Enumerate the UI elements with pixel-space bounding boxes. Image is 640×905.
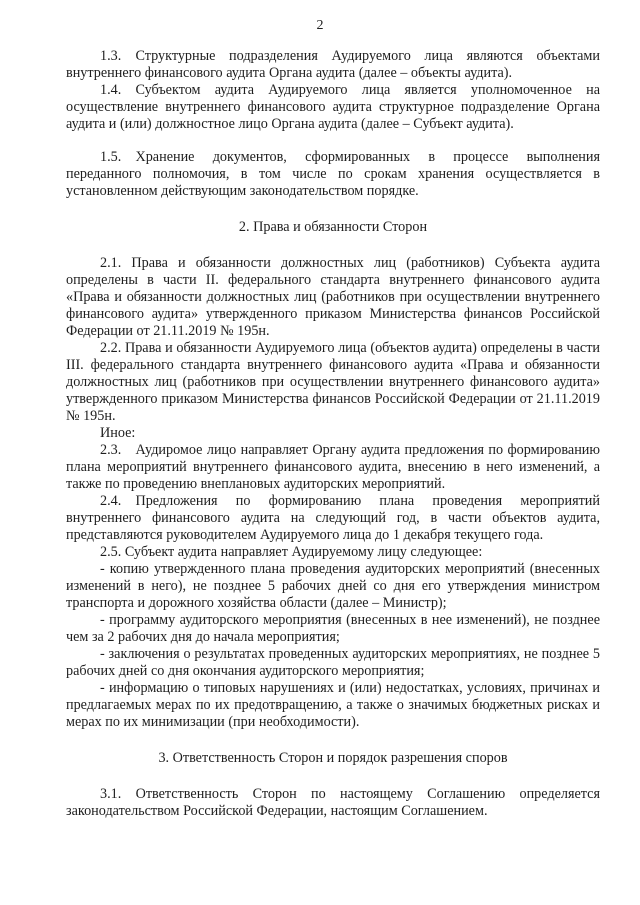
list-item-plan-copy: - копию утвержденного плана проведения аудиторских мероприятий (внесенных изменений в него), не позднее 5 рабочих дней со дня его утверждения министром транспорта и дорожного хозяйства области (далее – Министр); — [66, 561, 600, 611]
paragraph-1-4: 1.4. Субъектом аудита Аудируемого лица является уполномоченное на осуществление внутреннего финансового аудита структурное подразделение Органа аудита и (или) должностное лицо Органа аудита (далее – Субъект аудита). — [66, 82, 600, 132]
section-2-heading: 2. Права и обязанности Сторон — [238, 219, 428, 235]
list-item-conclusions: - заключения о результатах проведенных аудиторских мероприятиях, не позднее 5 рабочих дней со дня окончания аудиторского мероприятия; — [66, 646, 600, 679]
page-number: 2 — [316, 18, 324, 33]
document-body — [66, 48, 600, 820]
paragraph-other: Иное: — [100, 425, 136, 441]
paragraph-2-4: 2.4. Предложения по формированию плана проведения мероприятий внутреннего финансового аудита на следующий год, в части объектов аудита, представляются руководителем Аудируемого лица до 1 декабря текущего года. — [66, 493, 600, 543]
list-item-program: - программу аудиторского мероприятия (внесенных в нее изменений), не позднее чем за 2 рабочих дня до начала мероприятия; — [66, 612, 600, 645]
list-item-typical-violations: - информацию о типовых нарушениях и (или) недостатках, условиях, причинах и предлагаемых мерах по их предотвращению, а также о значимых бюджетных рисках и мерах по их минимизации (при необходимости). — [66, 680, 600, 730]
paragraph-2-3: 2.3. Аудиромое лицо направляет Органу аудита предложения по формированию плана мероприятий внутреннего финансового аудита, внесению в него изменений, а также по проведению внеплановых аудиторских мероприятий. — [66, 442, 600, 492]
section-3-heading: 3. Ответственность Сторон и порядок разрешения споров — [158, 750, 508, 766]
paragraph-2-5: 2.5. Субъект аудита направляет Аудируемому лицу следующее: — [100, 544, 483, 560]
paragraph-1-5: 1.5. Хранение документов, сформированных в процессе выполнения переданного полномочия, в том числе по срокам хранения осуществляется в установленном действующим законодательством порядке. — [66, 149, 600, 199]
paragraph-2-2: 2.2. Права и обязанности Аудируемого лица (объектов аудита) определены в части III. федерального стандарта внутреннего финансового аудита «Права и обязанности должностных лиц (работников при осуществлении внутреннего финансового аудита» утвержденного приказом Министерства финансов Российской Федерации от 21.11.2019 № 195н. — [66, 340, 600, 424]
paragraph-3-1: 3.1. Ответственность Сторон по настоящему Соглашению определяется законодательством Российской Федерации, настоящим Соглашением. — [66, 786, 600, 819]
paragraph-1-3: 1.3. Структурные подразделения Аудируемого лица являются объектами внутреннего финансового аудита Органа аудита (далее – объекты аудита). — [66, 48, 600, 81]
paragraph-2-1: 2.1. Права и обязанности должностных лиц (работников) Субъекта аудита определены в части II. федерального стандарта внутреннего финансового аудита «Права и обязанности должностных лиц (работников при осуществлении внутреннего финансового аудита» утвержденного приказом Министерства финансов Российской Федерации от 21.11.2019 № 195н. — [66, 255, 600, 339]
